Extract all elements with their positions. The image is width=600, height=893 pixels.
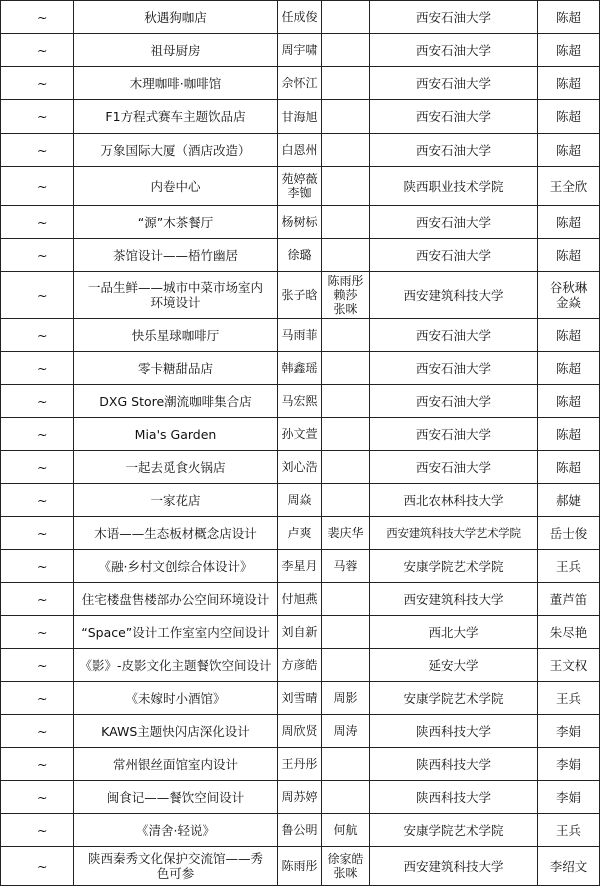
co-author-cell: 周涛 — [322, 715, 370, 748]
co-author-cell — [322, 1, 370, 34]
row-index-cell: ~ — [1, 167, 74, 206]
row-index-cell: ~ — [1, 134, 74, 167]
table-row — [1, 319, 600, 352]
advisor-cell: 李娟 — [538, 781, 600, 814]
row-index-cell: ~ — [1, 385, 74, 418]
co-author-cell — [322, 484, 370, 517]
author-cell: 付旭燕 — [278, 583, 322, 616]
author-cell: 李星月 — [278, 550, 322, 583]
school-cell: 西北农林科技大学 — [370, 484, 538, 517]
author-cell: 刘心浩 — [278, 451, 322, 484]
school-cell: 西安建筑科技大学 — [370, 272, 538, 319]
row-index-cell: ~ — [1, 616, 74, 649]
project-name-cell: 《未嫁时小酒馆》 — [74, 682, 278, 715]
school-cell: 西安石油大学 — [370, 319, 538, 352]
row-index-cell: ~ — [1, 748, 74, 781]
advisor-cell: 陈超 — [538, 206, 600, 239]
table-row — [1, 34, 600, 67]
row-index-cell: ~ — [1, 319, 74, 352]
author-cell: 鲁公明 — [278, 814, 322, 847]
project-name-cell: “源”木茶餐厅 — [74, 206, 278, 239]
project-name-cell: “Space”设计工作室室内空间设计 — [74, 616, 278, 649]
co-author-cell — [322, 385, 370, 418]
co-author-cell — [322, 34, 370, 67]
school-cell: 西安石油大学 — [370, 1, 538, 34]
co-author-cell — [322, 583, 370, 616]
project-name-cell: 一家花店 — [74, 484, 278, 517]
row-index-cell: ~ — [1, 239, 74, 272]
co-author-cell — [322, 100, 370, 134]
author-cell: 孙文萱 — [278, 418, 322, 451]
author-cell: 刘雪晴 — [278, 682, 322, 715]
advisor-cell: 陈超 — [538, 239, 600, 272]
row-index-cell: ~ — [1, 682, 74, 715]
row-index-cell: ~ — [1, 34, 74, 67]
school-cell: 西安建筑科技大学 — [370, 583, 538, 616]
project-name-cell: 陕西秦秀文化保护交流馆——秀 色可参 — [74, 847, 278, 886]
row-index-cell: ~ — [1, 67, 74, 100]
advisor-cell: 陈超 — [538, 319, 600, 352]
advisor-cell: 陈超 — [538, 67, 600, 100]
row-index-cell: ~ — [1, 272, 74, 319]
table-row — [1, 715, 600, 748]
school-cell: 安康学院艺术学院 — [370, 550, 538, 583]
table-row — [1, 616, 600, 649]
co-author-cell — [322, 134, 370, 167]
advisor-cell: 谷秋琳 金焱 — [538, 272, 600, 319]
co-author-cell: 马蓉 — [322, 550, 370, 583]
table-row — [1, 550, 600, 583]
advisor-cell: 李娟 — [538, 715, 600, 748]
advisor-cell: 岳士俊 — [538, 517, 600, 550]
author-cell: 白恩州 — [278, 134, 322, 167]
co-author-cell — [322, 239, 370, 272]
project-name-cell: DXG Store潮流咖啡集合店 — [74, 385, 278, 418]
co-author-cell — [322, 649, 370, 682]
author-cell: 陈雨彤 — [278, 847, 322, 886]
school-cell: 西安石油大学 — [370, 134, 538, 167]
project-name-cell: 快乐星球咖啡厅 — [74, 319, 278, 352]
advisor-cell: 李绍文 — [538, 847, 600, 886]
co-author-cell — [322, 451, 370, 484]
school-cell: 陕西科技大学 — [370, 748, 538, 781]
row-index-cell: ~ — [1, 550, 74, 583]
project-name-cell: 住宅楼盘售楼部办公空间环境设计 — [74, 583, 278, 616]
author-cell: 王丹彤 — [278, 748, 322, 781]
co-author-cell — [322, 167, 370, 206]
advisor-cell: 陈超 — [538, 352, 600, 385]
table-row — [1, 67, 600, 100]
table-row — [1, 418, 600, 451]
co-author-cell: 何航 — [322, 814, 370, 847]
project-name-cell: 《融·乡村文创综合体设计》 — [74, 550, 278, 583]
project-name-cell: 木理咖啡·咖啡馆 — [74, 67, 278, 100]
author-cell: 任成俊 — [278, 1, 322, 34]
school-cell: 安康学院艺术学院 — [370, 814, 538, 847]
author-cell: 甘海旭 — [278, 100, 322, 134]
author-cell: 马雨菲 — [278, 319, 322, 352]
table-row — [1, 1, 600, 34]
school-cell: 西安石油大学 — [370, 100, 538, 134]
row-index-cell: ~ — [1, 451, 74, 484]
project-name-cell: 《影》-皮影文化主题餐饮空间设计 — [74, 649, 278, 682]
table-row — [1, 484, 600, 517]
project-name-cell: F1方程式赛车主题饮品店 — [74, 100, 278, 134]
table-row — [1, 814, 600, 847]
co-author-cell — [322, 319, 370, 352]
school-cell: 西安石油大学 — [370, 352, 538, 385]
advisor-cell: 陈超 — [538, 34, 600, 67]
school-cell: 西安石油大学 — [370, 206, 538, 239]
co-author-cell — [322, 616, 370, 649]
advisor-cell: 王兵 — [538, 682, 600, 715]
co-author-cell — [322, 781, 370, 814]
table-row — [1, 649, 600, 682]
author-cell: 方彦皓 — [278, 649, 322, 682]
advisor-cell: 陈超 — [538, 385, 600, 418]
table-row — [1, 100, 600, 134]
table-row — [1, 682, 600, 715]
co-author-cell — [322, 418, 370, 451]
project-name-cell: 闽食记——餐饮空间设计 — [74, 781, 278, 814]
school-cell: 安康学院艺术学院 — [370, 682, 538, 715]
co-author-cell: 徐家皓 张咪 — [322, 847, 370, 886]
author-cell: 刘自新 — [278, 616, 322, 649]
co-author-cell: 裴庆华 — [322, 517, 370, 550]
author-cell: 卢爽 — [278, 517, 322, 550]
row-index-cell: ~ — [1, 1, 74, 34]
project-name-cell: Mia's Garden — [74, 418, 278, 451]
author-cell: 周苏婷 — [278, 781, 322, 814]
row-index-cell: ~ — [1, 517, 74, 550]
school-cell: 西安石油大学 — [370, 451, 538, 484]
school-cell: 西安建筑科技大学 — [370, 847, 538, 886]
row-index-cell: ~ — [1, 583, 74, 616]
project-name-cell: 一品生鲜——城市中菜市场室内 环境设计 — [74, 272, 278, 319]
row-index-cell: ~ — [1, 847, 74, 886]
school-cell: 西安石油大学 — [370, 385, 538, 418]
co-author-cell — [322, 206, 370, 239]
table-row — [1, 239, 600, 272]
advisor-cell: 李娟 — [538, 748, 600, 781]
advisor-cell: 陈超 — [538, 134, 600, 167]
advisor-cell: 王兵 — [538, 550, 600, 583]
table-row — [1, 167, 600, 206]
school-cell: 西安石油大学 — [370, 67, 538, 100]
table-row — [1, 206, 600, 239]
row-index-cell: ~ — [1, 715, 74, 748]
school-cell: 陕西科技大学 — [370, 781, 538, 814]
advisor-cell: 陈超 — [538, 451, 600, 484]
project-name-cell: 茶馆设计——梧竹幽居 — [74, 239, 278, 272]
author-cell: 佘怀江 — [278, 67, 322, 100]
table-row — [1, 517, 600, 550]
advisor-cell: 王全欣 — [538, 167, 600, 206]
co-author-cell — [322, 352, 370, 385]
author-cell: 马宏熙 — [278, 385, 322, 418]
school-cell: 西安石油大学 — [370, 239, 538, 272]
table-row — [1, 781, 600, 814]
author-cell: 韩鑫瑶 — [278, 352, 322, 385]
project-name-cell: 《清舍·轻说》 — [74, 814, 278, 847]
school-cell: 陕西职业技术学院 — [370, 167, 538, 206]
table-row — [1, 748, 600, 781]
co-author-cell: 周影 — [322, 682, 370, 715]
advisor-cell: 陈超 — [538, 100, 600, 134]
table-row — [1, 583, 600, 616]
school-cell: 西安建筑科技大学艺术学院 — [370, 517, 538, 550]
project-name-cell: 一起去觅食火锅店 — [74, 451, 278, 484]
author-cell: 杨树标 — [278, 206, 322, 239]
advisor-cell: 董芦笛 — [538, 583, 600, 616]
project-name-cell: 秋遇狗咖店 — [74, 1, 278, 34]
advisor-cell: 陈超 — [538, 1, 600, 34]
awards-table-body — [1, 1, 600, 886]
row-index-cell: ~ — [1, 814, 74, 847]
co-author-cell — [322, 748, 370, 781]
school-cell: 延安大学 — [370, 649, 538, 682]
advisor-cell: 朱尽艳 — [538, 616, 600, 649]
table-row — [1, 451, 600, 484]
table-row — [1, 385, 600, 418]
school-cell: 陕西科技大学 — [370, 715, 538, 748]
co-author-cell — [322, 67, 370, 100]
author-cell: 周宇啸 — [278, 34, 322, 67]
advisor-cell: 陈超 — [538, 418, 600, 451]
advisor-cell: 王文权 — [538, 649, 600, 682]
row-index-cell: ~ — [1, 418, 74, 451]
row-index-cell: ~ — [1, 649, 74, 682]
row-index-cell: ~ — [1, 484, 74, 517]
project-name-cell: 零卡糖甜品店 — [74, 352, 278, 385]
author-cell: 苑婷薇 李铷 — [278, 167, 322, 206]
table-row — [1, 847, 600, 886]
project-name-cell: 常州银丝面馆室内设计 — [74, 748, 278, 781]
project-name-cell: 内卷中心 — [74, 167, 278, 206]
author-cell: 周焱 — [278, 484, 322, 517]
project-name-cell: KAWS主题快闪店深化设计 — [74, 715, 278, 748]
advisor-cell: 王兵 — [538, 814, 600, 847]
advisor-cell: 郝婕 — [538, 484, 600, 517]
co-author-cell: 陈雨彤 赖莎 张咪 — [322, 272, 370, 319]
project-name-cell: 木语——生态板材概念店设计 — [74, 517, 278, 550]
row-index-cell: ~ — [1, 352, 74, 385]
row-index-cell: ~ — [1, 781, 74, 814]
author-cell: 张子晗 — [278, 272, 322, 319]
table-row — [1, 134, 600, 167]
project-name-cell: 祖母厨房 — [74, 34, 278, 67]
author-cell: 徐璐 — [278, 239, 322, 272]
row-index-cell: ~ — [1, 206, 74, 239]
school-cell: 西安石油大学 — [370, 34, 538, 67]
row-index-cell: ~ — [1, 100, 74, 134]
author-cell: 周欣贤 — [278, 715, 322, 748]
table-row — [1, 352, 600, 385]
school-cell: 西北大学 — [370, 616, 538, 649]
project-name-cell: 万象国际大厦（酒店改造） — [74, 134, 278, 167]
school-cell: 西安石油大学 — [370, 418, 538, 451]
table-row — [1, 272, 600, 319]
